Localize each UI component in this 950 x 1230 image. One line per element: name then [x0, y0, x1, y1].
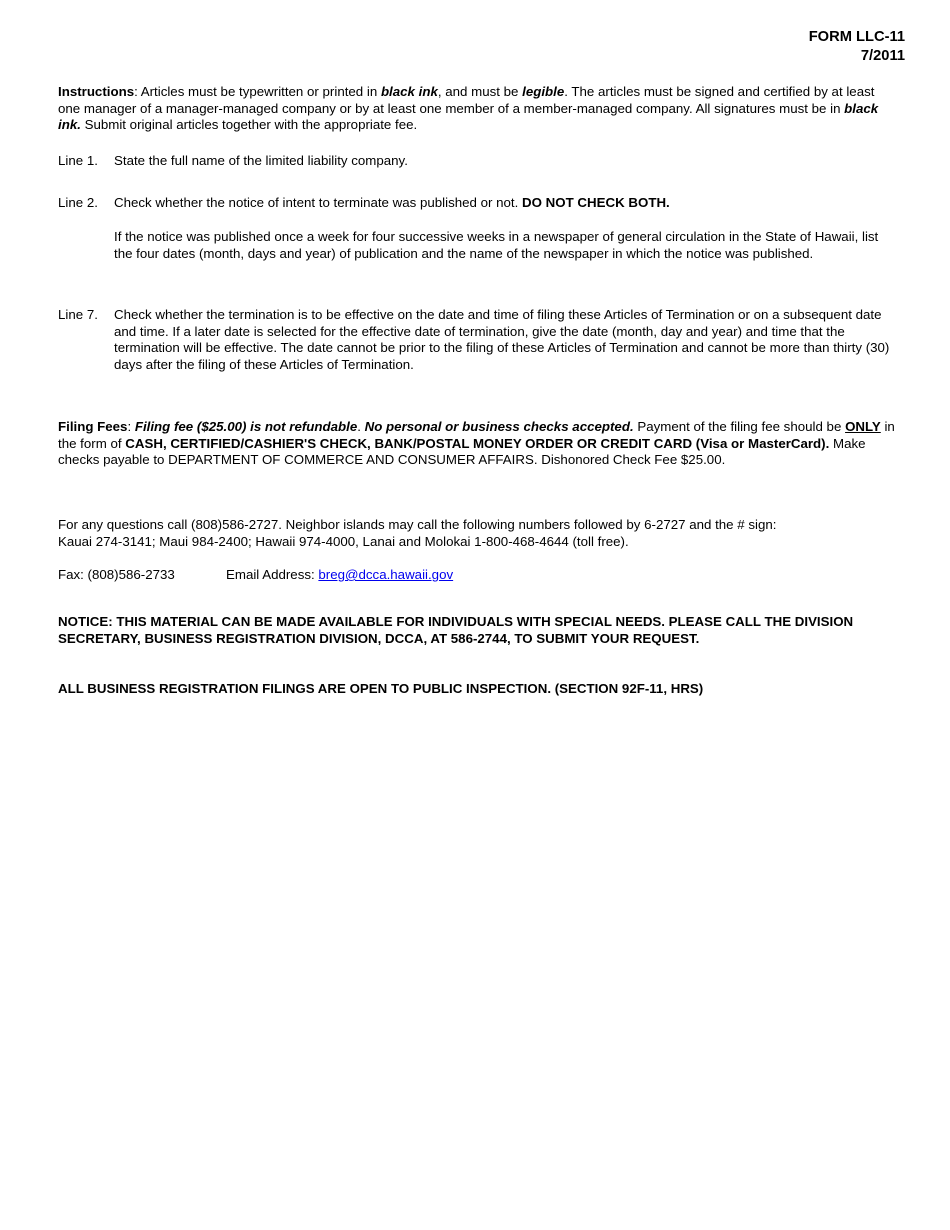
line-2-text	[114, 195, 890, 212]
form-identifier	[809, 28, 905, 66]
no-checks-accepted: No personal or business checks accepted.	[364, 419, 634, 434]
special-needs-notice: NOTICE: THIS MATERIAL CAN BE MADE AVAILABLE FOR INDIVIDUALS WITH SPECIAL NEEDS. PLEASE CALL THE DIVISION SECRETARY, BUSINESS REGISTRATION DIVISION, DCCA, AT 586-2744, TO SUBMIT YOUR REQUEST.	[58, 614, 854, 646]
email-link[interactable]: breg@dcca.hawaii.gov	[318, 567, 454, 582]
contact-questions	[58, 517, 898, 550]
line-2-label: Line 2.	[58, 195, 98, 210]
line-7-text: Check whether the termination is to be effective on the date and time of filing these Articles of Termination or on a subsequent date and time. If a later date is selected for the effective date of termination, give the date (month, day and year) and time that the termination will be effective. The date cannot be prior to the filing of these Articles of Termination and cannot be more than thirty (30) days after the filing of these Articles of Termination.	[114, 307, 890, 372]
instructions-text-1: : Articles must be typewritten or printed in	[134, 84, 381, 99]
fee-not-refundable: Filing fee ($25.00) is not refundable	[134, 419, 358, 434]
line-1-label: Line 1.	[58, 153, 98, 168]
only-emphasis: ONLY	[845, 419, 881, 434]
line-2-detail-text: If the notice was published once a week for four successive weeks in a newspaper of general circulation in the State of Hawaii, list the four dates (month, days and year) of publication and the name of the newspaper in which the notice was published.	[114, 229, 879, 261]
filing-fees-text-1: Payment of the filing fee should be	[633, 419, 846, 434]
filing-fees-paragraph	[58, 419, 898, 469]
public-inspection-notice: ALL BUSINESS REGISTRATION FILINGS ARE OPEN TO PUBLIC INSPECTION. (SECTION 92F-11, HRS)	[58, 681, 704, 696]
instructions-text-2: , and must be	[437, 84, 523, 99]
form-date: 7/2011	[860, 48, 905, 64]
instructions-label: Instructions	[58, 84, 135, 99]
legible-emphasis: legible	[522, 84, 565, 99]
filing-fees-label: Filing Fees	[58, 419, 128, 434]
line-2-main-text: Check whether the notice of intent to terminate was published or not.	[114, 195, 523, 210]
filing-fees-colon: :	[127, 419, 135, 434]
line-1-text: State the full name of the limited liability company.	[114, 153, 408, 168]
form-number: FORM LLC-11	[808, 29, 905, 45]
instructions-paragraph	[58, 84, 898, 134]
filing-fees-text-2: in the form of	[58, 419, 895, 451]
fax-email-row	[58, 567, 898, 584]
questions-line-1: For any questions call (808)586-2727. Neighbor islands may call the following numbers followed by 6-2727 and the # sign:	[58, 517, 777, 532]
instructions-text-3: . The articles must be signed and certified by at least one manager of a manager-managed company or by at least one member of a member-managed company. All signatures must be in	[58, 84, 875, 116]
do-not-check-both: DO NOT CHECK BOTH.	[522, 195, 670, 210]
filing-fees-text-3: Make checks payable to DEPARTMENT OF COMMERCE AND CONSUMER AFFAIRS. Dishonored Check Fee $25.00.	[58, 435, 866, 468]
line-7-label: Line 7.	[58, 307, 98, 322]
questions-line-2: Kauai 274-3141; Maui 984-2400; Hawaii 974-4000, Lanai and Molokai 1-800-468-4644 (toll free).	[58, 533, 629, 549]
filing-fees-sep: .	[357, 419, 365, 434]
black-ink-emphasis: black ink	[380, 84, 438, 99]
fax-number: Fax: (808)586-2733	[58, 567, 175, 582]
email-label: Email Address:	[226, 567, 319, 582]
payment-methods: CASH, CERTIFIED/CASHIER'S CHECK, BANK/POSTAL MONEY ORDER OR CREDIT CARD (Visa or MasterCard).	[125, 435, 830, 451]
instructions-text-4: Submit original articles together with the appropriate fee.	[80, 117, 418, 133]
black-ink-emphasis-2: black ink.	[58, 100, 879, 133]
